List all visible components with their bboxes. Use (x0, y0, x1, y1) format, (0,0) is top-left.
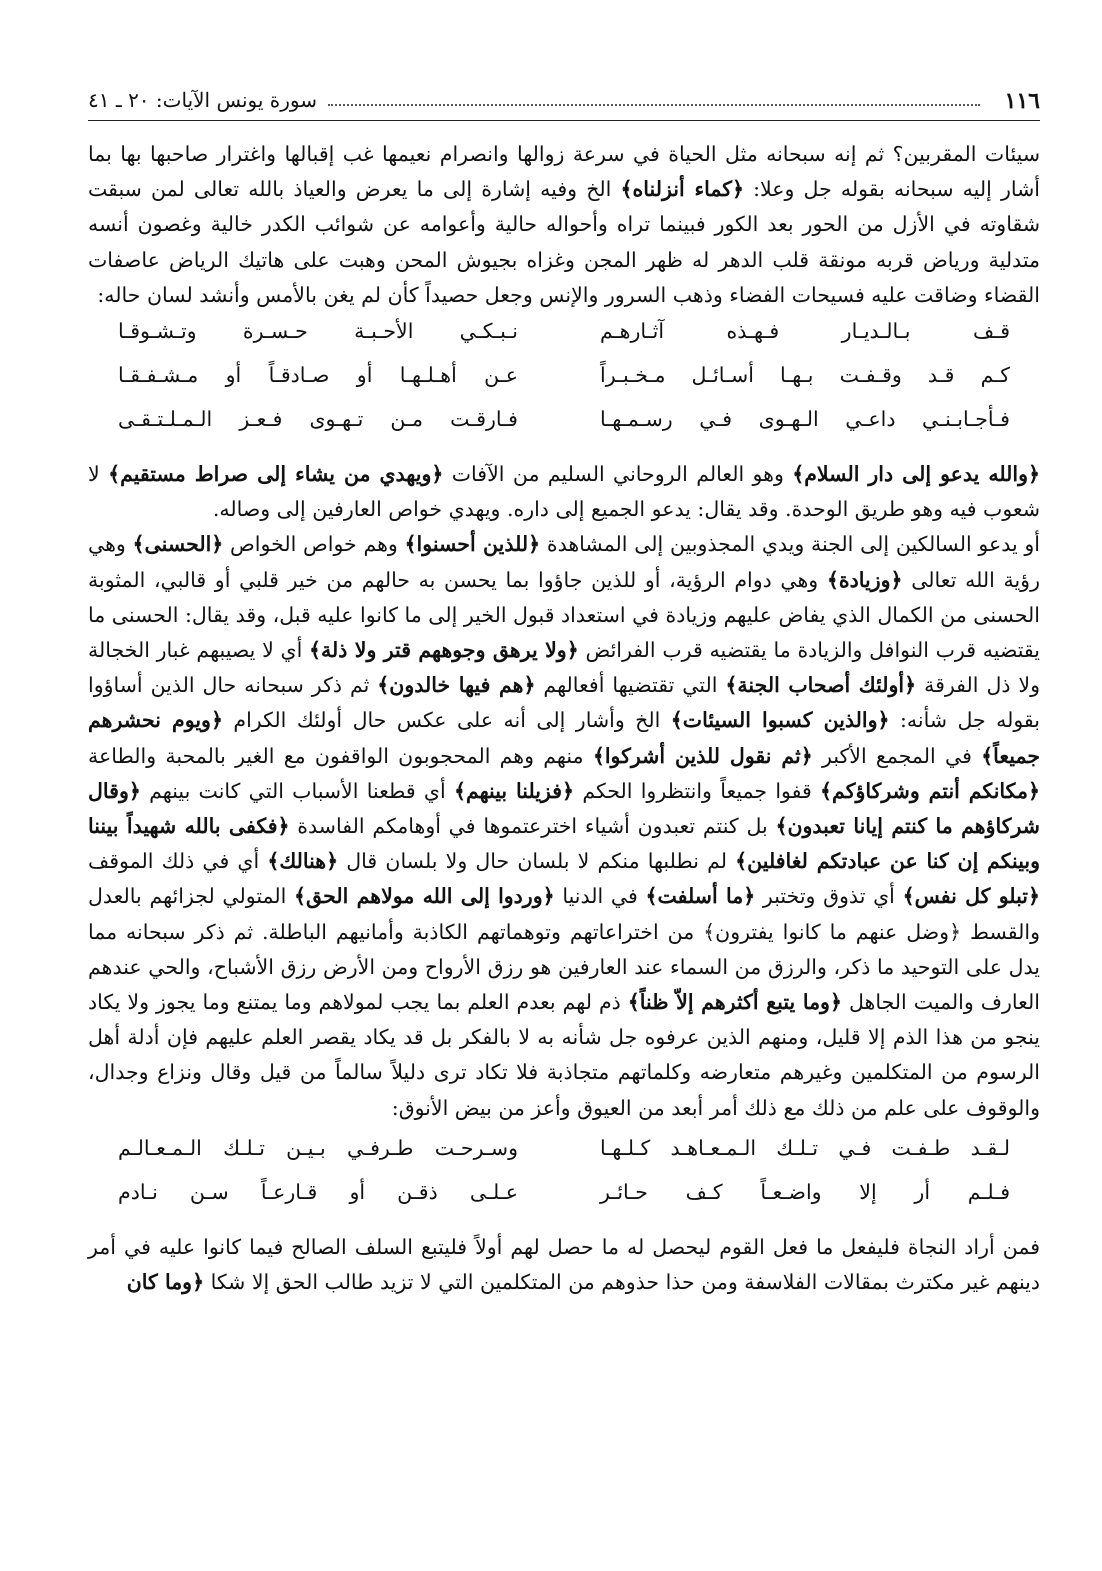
quran-quote: ﴿وما كان (126, 1270, 205, 1295)
text-run: سيئات المقربين؟ ثم إنه سبحانه مثل الحياة في سرعة زوالها وانصرام نعيمها غب إقبالها واغترار صاحبها بها بما أشار إليه سبحانه بقوله جل وعلا: (88, 142, 1040, 202)
quran-quote: ﴿والله يدعو إلى دار السلام﴾ (792, 462, 1040, 487)
quran-quote: ﴿وردوا إلى الله مولاهم الحق﴾ (294, 884, 555, 909)
quran-quote: ﴿ولا يرهق وجوههم قتر ولا ذلة﴾ (309, 638, 579, 663)
page-number: ١١٦ (1004, 88, 1040, 114)
verse-first-hemistich: لـقـد طـفـت فـي تـلـك الـمـعـاهـد كـلـهـا (600, 1135, 1010, 1160)
text-run: فمن أراد النجاة فليفعل ما فعل القوم ليحصل له ما حصل لهم أولاً فليتبع السلف الصالح فيما كانوا عليه في أمر دينهم غير مكترث بمقالات الفلاسفة ومن حذا حذوهم من المتكلمين التي لا تزيد طالب الحق إلا شكا (88, 1234, 1040, 1295)
quran-quote: ﴿أولئك أصحاب الجنة﴾ (725, 673, 917, 698)
text-run: وهي رؤية الله تعالى (88, 532, 1040, 592)
verse-second-hemistich: وسـرحـت طـرفـي بـيـن تـلـك الـمـعـالـم (118, 1135, 518, 1160)
book-page (88, 82, 1040, 1562)
quran-quote: ﴿مكانكم أنتم وشركاؤكم﴾ (820, 778, 1040, 803)
quran-quote: ﴿هنالك﴾ (267, 849, 339, 874)
quran-quote: ﴿فكفى بالله شهيداً بيننا وبينكم إن كنا عن عبادتكم لغافلين﴾ (88, 814, 1040, 874)
text-run: وهم خواص الخواص (223, 532, 405, 557)
text-run: التي تقتضيها أفعالهم (535, 673, 726, 698)
quran-quote: ﴿هم فيها خالدون﴾ (377, 673, 536, 698)
text-run: أي في ذلك الموقف (88, 849, 268, 874)
page-body (88, 137, 1040, 1300)
quran-quote: ﴿ما أسلفت﴾ (645, 884, 756, 909)
text-run: لا شعوب فيه وهو طريق الوحدة. وقد يقال: يدعو الجميع إلى داره. ويهدي خواص العارفين إلى وصاله. (88, 462, 1040, 522)
quran-quote: ﴿ويوم نحشرهم جميعاً﴾ (88, 708, 1040, 768)
text-run: الخ وفيه إشارة إلى ما يعرض والعياذ بالله تعالى لمن سبقت شقاوته في الأزل من الحور بعد الكور فبينما تراه وأحواله حالية وأعوامه عن شوائب الكدر خالية وغصون أنسه متدلية ورياض قربه مونقة قلب الدهر له ظهر المجن وغزاه بجيوش المحن وهبت على هاتيك الرياض عاصفات القضاء وضاقت عليه فسيحات الفضاء وذهب السرور والإنس وجعل حصيداً كأن لم يغن بالأمس وأنشد لسان حاله: (88, 177, 1040, 307)
paragraph (88, 527, 1040, 1125)
page-header (88, 82, 1040, 121)
text-run: المتولي لجزائهم بالعدل والقسط (88, 884, 1041, 944)
paragraph (88, 457, 1040, 527)
text-run: قفوا جميعاً وانتظروا الحكم (574, 778, 821, 803)
text-run: أي لا يصيبهم غبار الخجالة ولا ذل الفرقة (88, 638, 1041, 698)
quran-quote: ﴿تبلو كل نفس﴾ (902, 884, 1040, 909)
verse-second-hemistich: نـبـكـي الأحـبـة حـسـرة وتـشـوقـا (118, 319, 518, 344)
paragraph (88, 1230, 1040, 1300)
text-run: الخ وأشار إلى أنه على عكس حال أولئك الكرام (222, 708, 671, 733)
text-run: بل كنتم تعبدون أشياء اخترعتموها في أوهامكم الفاسدة (289, 814, 776, 839)
section-commentary-3 (88, 1230, 1040, 1300)
verse-line (88, 319, 1040, 363)
verse-second-hemistich: فـارقـت مـن تـهـوى فـعـز الـمـلـتـقـى (118, 407, 518, 432)
quran-quote: ﴿ويهدي من يشاء إلى صراط مستقيم﴾ (108, 462, 444, 487)
running-title: سورة يونس الآيات: ٢٠ ـ ٤١ (88, 88, 317, 112)
text-run: من اختراعاتهم وتوهماتهم الكاذبة وأمانيهم الباطلة. ثم ذكر سبحانه مما يدل على التوحيد ما ذكر، والرزق من السماء عند العارفين هو رزق الأرواح ومن الأرض رزق الأشباح، والحي عندهم العارف والميت الجاهل (88, 919, 1040, 1015)
quran-quote: ﴿ثم نقول للذين أشركوا﴾ (592, 743, 813, 768)
text-run: وهي دوام الرؤية، أو للذين جاؤوا بما يحسن به حالهم من خير قلبي أو قالبي، المثوبة الحسنى من الكمال الذي يفاض عليهم وزيادة في استعداد قبول الخير إلى ما كانوا عليه قبل، وقد يقال: الحسنى ما يقتضيه قرب النوافل والزيادة ما يقتضيه قرب الفرائض (88, 567, 1041, 663)
quran-quote: ﴿كماء أنزلناه﴾ (620, 177, 744, 202)
section-commentary-2 (88, 457, 1040, 1126)
text-run: أي قطعنا الأسباب التي كانت بينهم (140, 778, 454, 803)
verse-line (88, 1180, 1040, 1224)
verse-line (88, 407, 1040, 451)
verse-second-hemistich: عـن أهـلـهـا أو صـادقـاً أو مـشـفـقـا (118, 363, 518, 388)
text-run: أو يدعو السالكين إلى الجنة ويدي المجذوبين إلى المشاهدة (540, 532, 1040, 557)
verse-first-hemistich: كـم قـد وقـفـت بـهـا أسـائـل مـخـبـراً (600, 363, 1010, 388)
quran-quote: ﴿وقال شركاؤهم ما كنتم إيانا تعبدون﴾ (88, 778, 1040, 839)
text-run: أي تذوق وتختبر (755, 884, 903, 909)
verse-first-hemistich: قـف بـالـديـار فـهـذه آثـارهـم (600, 319, 1010, 344)
quran-quote: ﴿الحسنى﴾ (132, 532, 224, 557)
quran-quote: ﴿وزيادة﴾ (826, 567, 903, 592)
verse-line (88, 1136, 1040, 1180)
quran-quote: ﴿وما يتبع أكثرهم إلاّ ظناً﴾ (627, 990, 842, 1015)
poem-block-2 (88, 1136, 1040, 1224)
verse-line (88, 363, 1040, 407)
header-leader-dots (328, 94, 980, 106)
verse-first-hemistich: فـلـم أر إلا واضـعـاً كـف حـائـر (600, 1179, 1010, 1204)
text-run: ثم ذكر سبحانه حال الذين أساؤوا بقوله جل شأنه: (88, 673, 1040, 733)
quran-quote: ﴿فزيلنا بينهم﴾ (453, 778, 575, 803)
text-run: ذم لهم بعدم العلم بما يجب لمولاهم وما يمتنع وما يجوز ولا يكاد ينجو من هذا الذم إلا قليل، ومنهم الذين عرفوه جل شأنه به لا بالفكر بل قد يكاد يقصر العلم عليهم فإن أدلة أهل الرسوم من المتكلمين وغيرهم متعارضه وكلماتهم متجاذبة فلا تكاد ترى دليلاً سالماً من قيل وقال ونزاع وجدال، والوقوف على علم من ذلك مع ذلك أمر أبعد من العيوق وأعز من بيض الأنوق: (88, 990, 1040, 1120)
verse-second-hemistich: عـلـى ذقـن أو قـارعـاً سـن نـادم (118, 1179, 518, 1204)
text-run: منهم وهم المحجوبون الواقفون مع الغير بالمحبة والطاعة (88, 743, 593, 768)
verse-first-hemistich: فـأجـابـنـي داعـي الـهـوى فـي رسـمـهـا (600, 407, 1010, 432)
text-run: في المجمع الأكبر (812, 743, 982, 768)
text-run: في الدنيا (554, 884, 646, 909)
paragraph (88, 137, 1040, 313)
poem-block-1 (88, 319, 1040, 451)
text-run: لم نطلبها منكم لا بلسان حال ولا بلسان قال (338, 849, 736, 874)
quran-quote: ﴿للذين أحسنوا﴾ (404, 532, 541, 557)
text-run: وهو العالم الروحاني السليم من الآفات (443, 462, 793, 487)
text-run: ﴿وضل عنهم ما كانوا يفترون﴾ (703, 919, 962, 944)
quran-quote: ﴿والذين كسبوا السيئات﴾ (670, 708, 890, 733)
section-commentary-1 (88, 137, 1040, 313)
